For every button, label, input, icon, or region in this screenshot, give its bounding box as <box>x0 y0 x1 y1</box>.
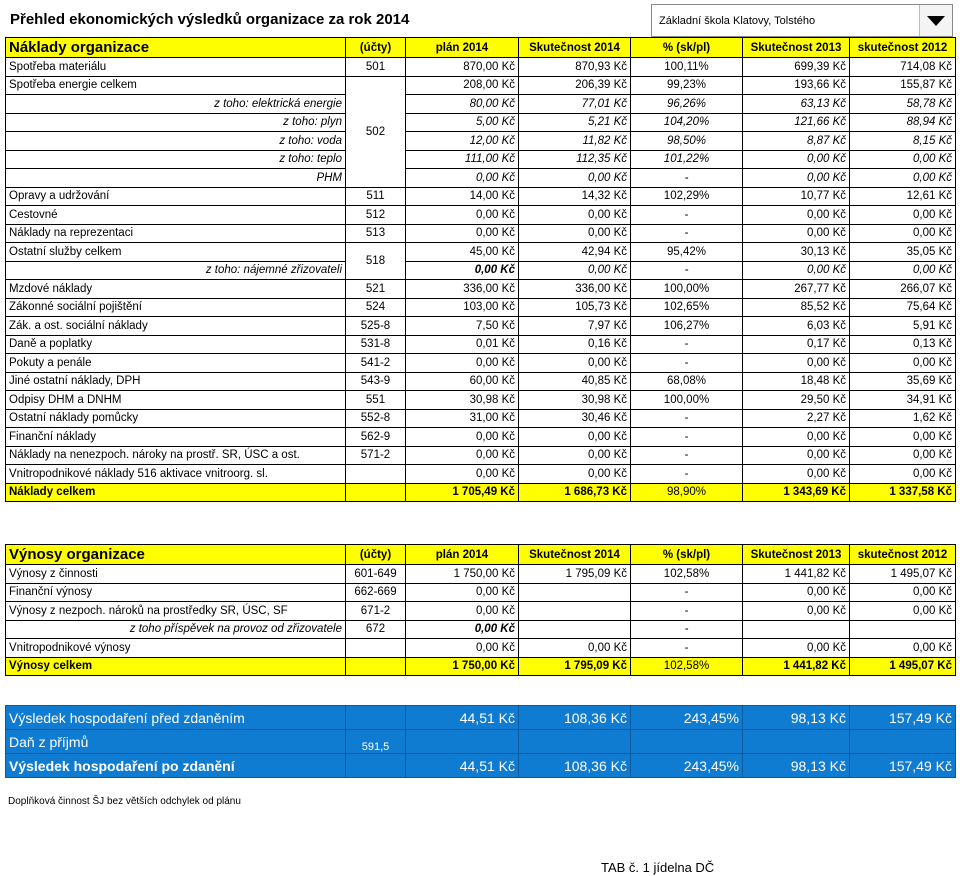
row-label: Výnosy z činnosti <box>6 565 346 584</box>
actual-2013-cell: 121,66 Kč <box>743 113 850 132</box>
account-cell: 662-669 <box>346 583 406 602</box>
actual-2012-cell: 714,08 Kč <box>850 58 956 77</box>
percent-cell: 100,00% <box>631 280 743 299</box>
col-header-actual-2013: Skutečnost 2013 <box>743 38 850 58</box>
costs-header-row <box>6 38 956 58</box>
account-cell: 511 <box>346 187 406 206</box>
account-cell: 672 <box>346 620 406 639</box>
plan-2014-cell: 44,51 Kč <box>406 754 519 778</box>
actual-2012-cell: 0,00 Kč <box>850 354 956 373</box>
row-label: z toho: voda <box>6 132 346 151</box>
plan-2014-cell: 0,00 Kč <box>406 602 519 621</box>
percent-cell: 96,26% <box>631 95 743 114</box>
actual-2012-cell: 88,94 Kč <box>850 113 956 132</box>
organization-select-value: Základní škola Klatovy, Tolstého <box>659 15 816 27</box>
col-header-plan-2014: plán 2014 <box>406 38 519 58</box>
result-row <box>6 706 956 730</box>
account-cell: 524 <box>346 298 406 317</box>
plan-2014-cell: 103,00 Kč <box>406 298 519 317</box>
row-label: Jiné ostatní náklady, DPH <box>6 372 346 391</box>
table-row <box>6 95 956 114</box>
actual-2014-cell: 0,00 Kč <box>519 354 631 373</box>
percent-cell: 95,42% <box>631 243 743 262</box>
plan-2014-cell: 5,00 Kč <box>406 113 519 132</box>
plan-2014-cell: 0,00 Kč <box>406 620 519 639</box>
row-label: Ostatní služby celkem <box>6 243 346 262</box>
row-label: Ostatní náklady pomůcky <box>6 409 346 428</box>
result-label: Daň z příjmů <box>6 730 346 754</box>
actual-2013-cell: 30,13 Kč <box>743 243 850 262</box>
actual-2014-cell: 0,00 Kč <box>519 224 631 243</box>
plan-2014-cell: 111,00 Kč <box>406 150 519 169</box>
table-row <box>6 354 956 373</box>
actual-2014-cell: 0,00 Kč <box>519 206 631 225</box>
actual-2013-cell: 0,00 Kč <box>743 583 850 602</box>
actual-2014-cell: 30,98 Kč <box>519 391 631 410</box>
actual-2012-cell: 0,00 Kč <box>850 150 956 169</box>
row-label: Náklady na reprezentaci <box>6 224 346 243</box>
plan-2014-cell: 0,00 Kč <box>406 206 519 225</box>
result-label: Výsledek hospodaření před zdaněním <box>6 706 346 730</box>
actual-2013-cell: 0,00 Kč <box>743 224 850 243</box>
actual-2013-cell: 0,00 Kč <box>743 261 850 280</box>
percent-cell: - <box>631 409 743 428</box>
table-row <box>6 206 956 225</box>
actual-2012-cell <box>850 730 956 754</box>
actual-2013-cell <box>743 620 850 639</box>
actual-2014-cell: 0,00 Kč <box>519 465 631 484</box>
plan-2014-cell: 0,00 Kč <box>406 428 519 447</box>
plan-2014-cell: 14,00 Kč <box>406 187 519 206</box>
plan-2014-cell: 7,50 Kč <box>406 317 519 336</box>
row-label: z toho příspěvek na provoz od zřizovatele <box>6 620 346 639</box>
actual-2012-cell: 155,87 Kč <box>850 76 956 95</box>
percent-cell: - <box>631 428 743 447</box>
row-label: Pokuty a penále <box>6 354 346 373</box>
actual-2014-cell: 30,46 Kč <box>519 409 631 428</box>
percent-cell: 101,22% <box>631 150 743 169</box>
plan-2014-cell: 208,00 Kč <box>406 76 519 95</box>
costs-table <box>5 37 956 502</box>
row-label: Vnitropodnikové náklady 516 aktivace vnitroorg. sl. <box>6 465 346 484</box>
actual-2012-cell: 1,62 Kč <box>850 409 956 428</box>
percent-cell: 243,45% <box>631 754 743 778</box>
plan-2014-cell: 336,00 Kč <box>406 280 519 299</box>
actual-2012-cell: 157,49 Kč <box>850 754 956 778</box>
plan-2014-cell: 60,00 Kč <box>406 372 519 391</box>
row-label: z toho: teplo <box>6 150 346 169</box>
table-row <box>6 602 956 621</box>
table-row <box>6 76 956 95</box>
table-row <box>6 150 956 169</box>
percent-cell: - <box>631 620 743 639</box>
actual-2013-cell: 6,03 Kč <box>743 317 850 336</box>
table-row <box>6 58 956 77</box>
actual-2013-cell: 699,39 Kč <box>743 58 850 77</box>
table-row <box>6 583 956 602</box>
account-cell: 521 <box>346 280 406 299</box>
account-cell <box>346 706 406 730</box>
account-cell: 525-8 <box>346 317 406 336</box>
actual-2013-cell: 0,00 Kč <box>743 465 850 484</box>
actual-2012-cell: 35,05 Kč <box>850 243 956 262</box>
table-row <box>6 113 956 132</box>
actual-2012-cell: 0,00 Kč <box>850 639 956 658</box>
actual-2013-cell: 193,66 Kč <box>743 76 850 95</box>
actual-2013-total: 1 441,82 Kč <box>743 657 850 676</box>
account-cell: 551 <box>346 391 406 410</box>
actual-2014-total: 1 686,73 Kč <box>519 483 631 502</box>
actual-2012-total: 1 495,07 Kč <box>850 657 956 676</box>
account-cell: 501 <box>346 58 406 77</box>
actual-2012-cell: 0,00 Kč <box>850 428 956 447</box>
actual-2013-cell: 0,17 Kč <box>743 335 850 354</box>
account-cell: 512 <box>346 206 406 225</box>
actual-2013-cell: 0,00 Kč <box>743 354 850 373</box>
row-label: Spotřeba materiálu <box>6 58 346 77</box>
actual-2014-cell: 0,16 Kč <box>519 335 631 354</box>
plan-2014-cell: 45,00 Kč <box>406 243 519 262</box>
account-cell: 552-8 <box>346 409 406 428</box>
row-label: Finanční náklady <box>6 428 346 447</box>
percent-cell: - <box>631 602 743 621</box>
actual-2013-cell: 63,13 Kč <box>743 95 850 114</box>
table-row <box>6 298 956 317</box>
percent-cell: 102,29% <box>631 187 743 206</box>
actual-2012-cell: 75,64 Kč <box>850 298 956 317</box>
table-row <box>6 261 956 280</box>
col-header-actual-2014: Skutečnost 2014 <box>519 545 631 565</box>
row-label: Spotřeba energie celkem <box>6 76 346 95</box>
percent-cell: 243,45% <box>631 706 743 730</box>
plan-2014-cell: 44,51 Kč <box>406 706 519 730</box>
table-row <box>6 620 956 639</box>
actual-2014-cell: 11,82 Kč <box>519 132 631 151</box>
actual-2013-cell: 8,87 Kč <box>743 132 850 151</box>
account-cell: 571-2 <box>346 446 406 465</box>
plan-2014-cell: 870,00 Kč <box>406 58 519 77</box>
plan-2014-cell <box>406 730 519 754</box>
row-label: Daně a poplatky <box>6 335 346 354</box>
actual-2014-cell: 1 795,09 Kč <box>519 565 631 584</box>
actual-2013-cell: 2,27 Kč <box>743 409 850 428</box>
actual-2013-cell: 98,13 Kč <box>743 706 850 730</box>
actual-2013-cell: 0,00 Kč <box>743 602 850 621</box>
actual-2014-cell: 77,01 Kč <box>519 95 631 114</box>
actual-2012-cell: 0,00 Kč <box>850 602 956 621</box>
results-table <box>5 705 956 778</box>
plan-2014-cell: 31,00 Kč <box>406 409 519 428</box>
actual-2014-cell: 105,73 Kč <box>519 298 631 317</box>
row-label: Výnosy z nezpoch. nároků na prostředky SR, ÚSC, SF <box>6 602 346 621</box>
percent-total: 98,90% <box>631 483 743 502</box>
costs-body <box>6 58 956 502</box>
actual-2012-cell: 157,49 Kč <box>850 706 956 730</box>
plan-2014-cell: 1 750,00 Kč <box>406 565 519 584</box>
actual-2012-cell: 0,00 Kč <box>850 206 956 225</box>
actual-2012-cell: 0,00 Kč <box>850 465 956 484</box>
account-cell: 502 <box>346 76 406 187</box>
percent-cell: - <box>631 335 743 354</box>
row-label: Mzdové náklady <box>6 280 346 299</box>
plan-2014-cell: 0,00 Kč <box>406 224 519 243</box>
percent-cell: - <box>631 639 743 658</box>
percent-cell: - <box>631 354 743 373</box>
footnote: Doplňková činnost ŠJ bez větších odchylek od plánu <box>8 796 241 807</box>
plan-2014-cell: 12,00 Kč <box>406 132 519 151</box>
actual-2014-cell: 0,00 Kč <box>519 261 631 280</box>
plan-2014-cell: 0,00 Kč <box>406 354 519 373</box>
actual-2013-cell: 0,00 Kč <box>743 150 850 169</box>
col-header-actual-2014: Skutečnost 2014 <box>519 38 631 58</box>
percent-cell: - <box>631 261 743 280</box>
table-row <box>6 335 956 354</box>
percent-cell: 100,00% <box>631 391 743 410</box>
percent-cell <box>631 730 743 754</box>
organization-select[interactable] <box>651 4 953 37</box>
row-label: Náklady na nenezpoch. nároky na prostř. SR, ÚSC a ost. <box>6 446 346 465</box>
plan-2014-cell: 0,01 Kč <box>406 335 519 354</box>
col-header-plan-2014: plán 2014 <box>406 545 519 565</box>
total-row <box>6 657 956 676</box>
table-row <box>6 372 956 391</box>
actual-2014-cell: 0,00 Kč <box>519 639 631 658</box>
row-label: Opravy a udržování <box>6 187 346 206</box>
table-row <box>6 465 956 484</box>
percent-cell: 100,11% <box>631 58 743 77</box>
row-label: Vnitropodnikové výnosy <box>6 639 346 658</box>
account-cell: 541-2 <box>346 354 406 373</box>
sheet-tab-label: TAB č. 1 jídelna DČ <box>601 860 715 875</box>
costs-heading: Náklady organizace <box>6 38 346 58</box>
account-cell: 601-649 <box>346 565 406 584</box>
row-label: Finanční výnosy <box>6 583 346 602</box>
row-label: PHM <box>6 169 346 188</box>
plan-2014-cell: 0,00 Kč <box>406 169 519 188</box>
table-row <box>6 391 956 410</box>
actual-2012-total: 1 337,58 Kč <box>850 483 956 502</box>
plan-2014-total: 1 750,00 Kč <box>406 657 519 676</box>
actual-2012-cell: 1 495,07 Kč <box>850 565 956 584</box>
actual-2012-cell: 0,00 Kč <box>850 261 956 280</box>
page-title: Přehled ekonomických výsledků organizace za rok 2014 <box>10 11 410 28</box>
actual-2012-cell <box>850 620 956 639</box>
percent-cell: 99,23% <box>631 76 743 95</box>
col-header-accounts: (účty) <box>346 545 406 565</box>
actual-2014-cell: 0,00 Kč <box>519 446 631 465</box>
actual-2013-cell: 0,00 Kč <box>743 169 850 188</box>
table-row <box>6 317 956 336</box>
total-label: Náklady celkem <box>6 483 346 502</box>
actual-2012-cell: 266,07 Kč <box>850 280 956 299</box>
actual-2013-cell: 267,77 Kč <box>743 280 850 299</box>
table-row <box>6 409 956 428</box>
actual-2014-cell <box>519 620 631 639</box>
plan-2014-cell: 0,00 Kč <box>406 583 519 602</box>
account-cell: 562-9 <box>346 428 406 447</box>
account-cell <box>346 483 406 502</box>
plan-2014-cell: 30,98 Kč <box>406 391 519 410</box>
col-header-accounts: (účty) <box>346 38 406 58</box>
actual-2012-cell: 0,00 Kč <box>850 224 956 243</box>
table-row <box>6 565 956 584</box>
revenues-heading: Výnosy organizace <box>6 545 346 565</box>
percent-total: 102,58% <box>631 657 743 676</box>
percent-cell: - <box>631 583 743 602</box>
plan-2014-cell: 80,00 Kč <box>406 95 519 114</box>
percent-cell: - <box>631 224 743 243</box>
revenues-body <box>6 565 956 676</box>
plan-2014-cell: 0,00 Kč <box>406 446 519 465</box>
col-header-actual-2012: skutečnost 2012 <box>850 38 956 58</box>
percent-cell: 104,20% <box>631 113 743 132</box>
account-cell: 518 <box>346 243 406 280</box>
table-row <box>6 446 956 465</box>
percent-cell: - <box>631 465 743 484</box>
account-cell: 513 <box>346 224 406 243</box>
actual-2014-cell: 42,94 Kč <box>519 243 631 262</box>
plan-2014-total: 1 705,49 Kč <box>406 483 519 502</box>
percent-cell: - <box>631 169 743 188</box>
actual-2012-cell: 0,00 Kč <box>850 446 956 465</box>
actual-2014-cell: 112,35 Kč <box>519 150 631 169</box>
actual-2014-cell: 14,32 Kč <box>519 187 631 206</box>
account-cell: 543-9 <box>346 372 406 391</box>
actual-2014-cell: 5,21 Kč <box>519 113 631 132</box>
actual-2014-cell: 108,36 Kč <box>519 754 631 778</box>
actual-2013-cell: 18,48 Kč <box>743 372 850 391</box>
actual-2014-total: 1 795,09 Kč <box>519 657 631 676</box>
percent-cell: 68,08% <box>631 372 743 391</box>
actual-2013-cell: 0,00 Kč <box>743 428 850 447</box>
revenues-header-row <box>6 545 956 565</box>
result-row <box>6 730 956 754</box>
total-label: Výnosy celkem <box>6 657 346 676</box>
plan-2014-cell: 0,00 Kč <box>406 261 519 280</box>
percent-cell: - <box>631 206 743 225</box>
table-row <box>6 132 956 151</box>
account-cell <box>346 754 406 778</box>
row-label: Cestovné <box>6 206 346 225</box>
account-cell <box>346 465 406 484</box>
actual-2013-total: 1 343,69 Kč <box>743 483 850 502</box>
actual-2014-cell <box>519 730 631 754</box>
account-cell: 531-8 <box>346 335 406 354</box>
actual-2014-cell: 108,36 Kč <box>519 706 631 730</box>
table-row <box>6 224 956 243</box>
result-row <box>6 754 956 778</box>
row-label: z toho: elektrická energie <box>6 95 346 114</box>
row-label: z toho: nájemné zřizovateli <box>6 261 346 280</box>
actual-2014-cell: 336,00 Kč <box>519 280 631 299</box>
actual-2014-cell: 0,00 Kč <box>519 428 631 447</box>
table-row <box>6 169 956 188</box>
actual-2012-cell: 0,00 Kč <box>850 583 956 602</box>
percent-cell: - <box>631 446 743 465</box>
actual-2012-cell: 12,61 Kč <box>850 187 956 206</box>
percent-cell: 102,58% <box>631 565 743 584</box>
actual-2013-cell: 98,13 Kč <box>743 754 850 778</box>
actual-2012-cell: 0,00 Kč <box>850 169 956 188</box>
actual-2013-cell: 10,77 Kč <box>743 187 850 206</box>
actual-2013-cell: 0,00 Kč <box>743 206 850 225</box>
account-cell: 671-2 <box>346 602 406 621</box>
actual-2012-cell: 35,69 Kč <box>850 372 956 391</box>
actual-2014-cell: 0,00 Kč <box>519 169 631 188</box>
revenues-table <box>5 544 956 676</box>
table-row <box>6 428 956 447</box>
actual-2014-cell: 206,39 Kč <box>519 76 631 95</box>
actual-2013-cell: 0,00 Kč <box>743 639 850 658</box>
actual-2014-cell <box>519 583 631 602</box>
row-label: z toho: plyn <box>6 113 346 132</box>
table-row <box>6 639 956 658</box>
actual-2012-cell: 34,91 Kč <box>850 391 956 410</box>
table-row <box>6 280 956 299</box>
plan-2014-cell: 0,00 Kč <box>406 639 519 658</box>
actual-2012-cell: 5,91 Kč <box>850 317 956 336</box>
actual-2014-cell: 7,97 Kč <box>519 317 631 336</box>
actual-2014-cell: 870,93 Kč <box>519 58 631 77</box>
table-row <box>6 243 956 262</box>
chevron-down-icon <box>927 16 945 26</box>
col-header-actual-2012: skutečnost 2012 <box>850 545 956 565</box>
total-row <box>6 483 956 502</box>
account-cell <box>346 657 406 676</box>
row-label: Zák. a ost. sociální náklady <box>6 317 346 336</box>
actual-2013-cell: 85,52 Kč <box>743 298 850 317</box>
actual-2013-cell <box>743 730 850 754</box>
plan-2014-cell: 0,00 Kč <box>406 465 519 484</box>
row-label: Zákonné sociální pojištění <box>6 298 346 317</box>
actual-2014-cell <box>519 602 631 621</box>
actual-2012-cell: 58,78 Kč <box>850 95 956 114</box>
col-header-percent: % (sk/pl) <box>631 38 743 58</box>
actual-2013-cell: 29,50 Kč <box>743 391 850 410</box>
percent-cell: 102,65% <box>631 298 743 317</box>
col-header-actual-2013: Skutečnost 2013 <box>743 545 850 565</box>
actual-2013-cell: 0,00 Kč <box>743 446 850 465</box>
row-label: Odpisy DHM a DNHM <box>6 391 346 410</box>
percent-cell: 106,27% <box>631 317 743 336</box>
account-cell <box>346 639 406 658</box>
actual-2013-cell: 1 441,82 Kč <box>743 565 850 584</box>
col-header-percent: % (sk/pl) <box>631 545 743 565</box>
results-body <box>6 706 956 778</box>
dropdown-button[interactable] <box>919 5 952 36</box>
actual-2012-cell: 0,13 Kč <box>850 335 956 354</box>
percent-cell: 98,50% <box>631 132 743 151</box>
actual-2014-cell: 40,85 Kč <box>519 372 631 391</box>
account-cell: 591,5 <box>346 730 406 754</box>
result-label: Výsledek hospodaření po zdanění <box>6 754 346 778</box>
actual-2012-cell: 8,15 Kč <box>850 132 956 151</box>
table-row <box>6 187 956 206</box>
